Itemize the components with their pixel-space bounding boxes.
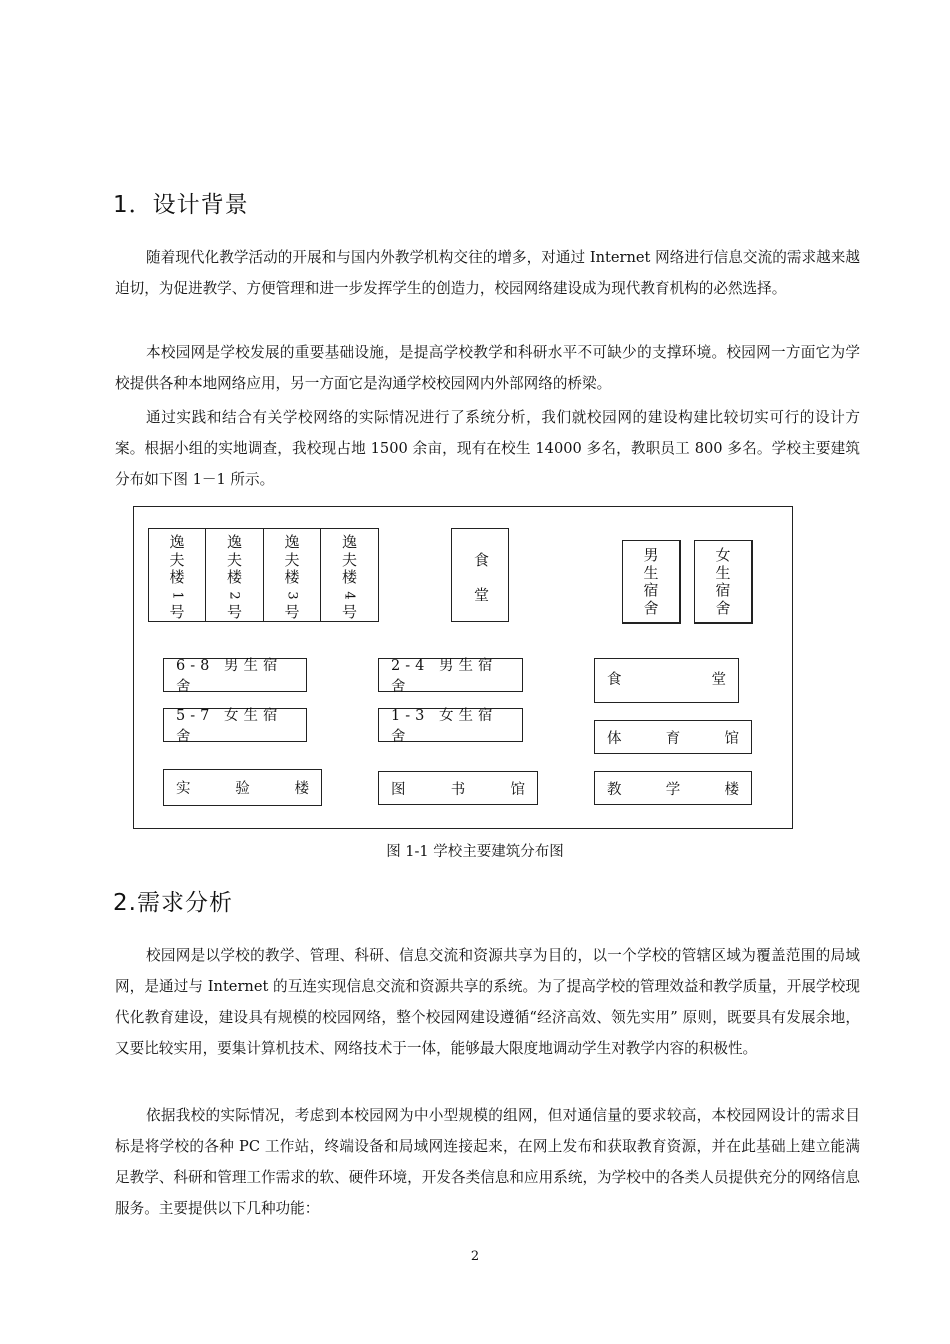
female-dorm-vertical: [694, 540, 753, 624]
label-char: 楼: [284, 568, 300, 586]
section1-heading: 1．设计背景: [113, 192, 249, 218]
label-char: 号: [284, 602, 300, 621]
dorm-5-7-female: 5-7 女生宿舍: [163, 708, 307, 742]
gymnasium: [594, 720, 752, 754]
label-char: 馆: [724, 730, 739, 747]
yifu-building-2: [205, 528, 264, 622]
page-number: 2: [470, 1249, 480, 1264]
dorm-2-4-male: 2-4 男生宿舍: [378, 658, 523, 692]
label-char: 堂: [474, 586, 490, 604]
label-char: 堂: [711, 672, 726, 688]
section2-paragraph-1: 校园网是以学校的教学、管理、科研、信息交流和资源共享为目的，以一个学校的管辖区域为覆盖范围的局域网，是通过与 Internet 的互连实现信息交流和资源共享的系统。为了提高学校的管理效益和教学质量，开展学校现代化教育建设，建设具有规模的校园网络，整个校园网建设遵循“经济高效、领先实用” 原则，既要具有发展余地，又要比较实用，要集计算机技术、网络技术于一体，能够最大限度地调动学生对教学内容的积极性。: [115, 947, 860, 1057]
teaching-building: [594, 771, 752, 805]
section2-heading: 2.需求分析: [113, 890, 233, 916]
section1-paragraph-2: 本校园网是学校发展的重要基础设施，是提高学校教学和科研水平不可缺少的支撑环境。校园网一方面它为学校提供各种本地网络应用，另一方面它是沟通学校校园网内外部网络的桥梁。: [115, 344, 860, 392]
label-char: 号: [341, 602, 357, 621]
library: [378, 771, 538, 805]
label-char: 号: [226, 602, 242, 621]
yifu-building-1: [148, 528, 206, 622]
label-char: 生: [643, 563, 659, 582]
label-char: 验: [235, 781, 250, 797]
label-char: 宿: [715, 581, 731, 599]
label-char: 女: [715, 546, 731, 564]
label-char: 逸: [284, 533, 300, 551]
label-char: 逸: [226, 533, 242, 551]
section2-paragraph-2: 依据我校的实际情况，考虑到本校园网为中小型规模的组网，但对通信量的要求较高，本校园网设计的需求目标是将学校的各种 PC 工作站，终端设备和局域网连接起来，在网上发布和获取教育资源，并在此基础上建立能满足教学、科研和管理工作需求的软、硬件环境，开发各类信息和应用系统，为学校中的各类人员提供充分的网络信息服务。主要提供以下几种功能：: [115, 1107, 860, 1217]
label-char: 生: [715, 563, 731, 582]
dorm-6-8-male: 6-8 男生宿舍: [163, 658, 307, 692]
label-char: 逸: [169, 533, 185, 551]
label-char: 食: [474, 551, 490, 569]
dorm-1-3-female: 1-3 女生宿舍: [378, 708, 523, 742]
label-char: 楼: [169, 568, 185, 586]
campus-building-map: [133, 506, 793, 829]
section1-paragraph-1: 随着现代化教学活动的开展和与国内外教学机构交往的增多，对通过 Internet 网络进行信息交流的需求越来越迫切，为促进教学、方便管理和进一步发挥学生的创造力，校园网络建设成为现代教育机构的必然选择。: [115, 249, 860, 297]
label-char: 1: [169, 590, 185, 600]
label-char: 食: [607, 672, 622, 688]
label-char: 夫: [169, 550, 185, 569]
label-char: 书: [450, 781, 466, 798]
label-char: 体: [607, 730, 622, 747]
yifu-building-3: [263, 528, 321, 622]
label-char: 育: [665, 730, 681, 747]
label-char: 宿: [643, 581, 659, 599]
figure-caption: 图 1-1 学校主要建筑分布图: [386, 844, 564, 860]
label-char: 男: [643, 546, 659, 564]
label-char: 逸: [341, 533, 357, 551]
label-char: 馆: [510, 781, 525, 798]
section1-paragraph-3: 通过实践和结合有关学校网络的实际情况进行了系统分析，我们就校园网的建设构建比较切实可行的设计方案。根据小组的实地调查，我校现占地 1500 余亩，现有在校生 14000 多名，教职员工 800 多名。学校主要建筑分布如下图 1－1 所示。: [115, 409, 860, 488]
label-char: 学: [665, 781, 681, 798]
canteen-second: [594, 658, 739, 703]
yifu-building-4: [320, 528, 379, 622]
label-char: 楼: [724, 781, 739, 798]
label-char: 夫: [284, 550, 300, 569]
label-char: 楼: [294, 781, 309, 797]
label-char: 实: [176, 781, 191, 797]
label-char: 号: [169, 602, 185, 621]
label-char: 2: [227, 590, 242, 600]
canteen-top: [451, 528, 509, 622]
label-char: 4: [342, 590, 357, 600]
label-char: 楼: [341, 568, 357, 586]
label-char: 楼: [226, 568, 242, 586]
male-dorm-vertical: [622, 540, 681, 624]
label-char: 舍: [715, 598, 731, 617]
label-char: 夫: [226, 550, 242, 569]
label-char: 3: [284, 590, 300, 600]
label-char: 教: [607, 781, 622, 798]
label-char: 舍: [643, 598, 659, 617]
laboratory-building: [163, 769, 322, 806]
label-char: 图: [391, 781, 406, 798]
label-char: 夫: [341, 550, 357, 569]
